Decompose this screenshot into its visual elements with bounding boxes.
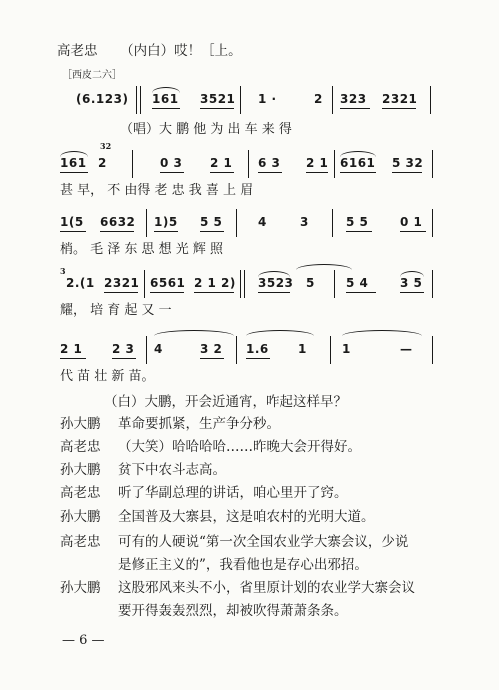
- dialogue-line: [60, 577, 415, 599]
- lyrics: 耀， 培 育 起 又 一: [60, 303, 172, 318]
- slur: [400, 271, 424, 277]
- note-group: 2 1 2): [194, 276, 236, 290]
- double-barline: [136, 86, 141, 114]
- barline: [432, 336, 433, 364]
- barline: [146, 336, 147, 364]
- note-group: 161: [60, 156, 87, 170]
- mode-label: ［西皮二六］: [62, 70, 122, 81]
- beam: [258, 292, 290, 293]
- intro-line: [57, 39, 242, 59]
- note-group: 6 3: [258, 156, 281, 170]
- beam: [306, 172, 328, 173]
- dialogue-line: [60, 413, 280, 435]
- note-group: 2 1: [210, 156, 233, 170]
- note-group: 0 1: [400, 215, 423, 229]
- lyrics: 代 苗 壮 新 苗。: [60, 369, 155, 384]
- beam: [152, 108, 180, 109]
- beam: [346, 231, 372, 232]
- lyrics: 梢。 毛 泽 东 思 想 光 辉 照: [60, 242, 224, 257]
- dialogue-line: [118, 600, 348, 622]
- dialogue-text: 听了华副总理的讲话，咱心里开了窍。: [118, 485, 348, 501]
- barline: [146, 209, 147, 237]
- beam: [258, 172, 282, 173]
- slur: [154, 330, 234, 336]
- page-number: — 6 —: [62, 633, 105, 648]
- note-group: 6161: [340, 156, 376, 170]
- beam: [246, 358, 270, 359]
- barline: [144, 270, 145, 298]
- speaker-name: 孙大鹏: [60, 462, 101, 478]
- note-group: (6.123): [76, 92, 129, 106]
- note-group: 5 5: [346, 215, 369, 229]
- note-group: 0 3: [160, 156, 183, 170]
- beam: [60, 231, 86, 232]
- beam: [100, 231, 134, 232]
- note-group: 323: [340, 92, 367, 106]
- barline: [132, 150, 133, 178]
- beam: [104, 292, 138, 293]
- barline: [332, 209, 333, 237]
- barline: [334, 270, 335, 298]
- dialogue-line: [60, 459, 226, 481]
- slur: [340, 151, 376, 157]
- barline: [432, 150, 433, 178]
- beam: [400, 292, 424, 293]
- speaker-name: 高老忠: [60, 534, 101, 550]
- note-group: 2.(1: [66, 276, 95, 290]
- lyrics: （唱）大 鹏 他 为 出 车 来 得: [120, 122, 292, 137]
- note-group: 6632: [100, 215, 136, 229]
- intro-speaker: 高老忠: [57, 43, 98, 59]
- beam: [150, 292, 184, 293]
- speaker-name: 高老忠: [60, 485, 101, 501]
- intro-action: （内白）哎！［上。: [120, 43, 242, 59]
- dialogue-line: [60, 506, 375, 528]
- speaker-name: 孙大鹏: [60, 509, 101, 525]
- note-group: 3521: [200, 92, 236, 106]
- dialogue-line: [104, 391, 347, 413]
- beam: [160, 172, 184, 173]
- beam: [154, 231, 178, 232]
- note-group: —: [400, 342, 413, 356]
- dialogue-text: 革命要抓紧，生产争分秒。: [118, 416, 280, 432]
- note-group: 2321: [104, 276, 140, 290]
- note-group: 4: [258, 215, 267, 229]
- beam: [346, 292, 376, 293]
- note-group: 1.6: [246, 342, 269, 356]
- beam: [194, 292, 234, 293]
- barline: [236, 209, 237, 237]
- note-group: 3 2: [200, 342, 223, 356]
- barline: [332, 86, 333, 114]
- beam: [60, 172, 88, 173]
- barline: [432, 270, 433, 298]
- beam: [400, 231, 426, 232]
- dialogue-text: （大笑）哈哈哈哈……昨晚大会开得好。: [118, 439, 361, 455]
- note-group: 5 5: [200, 215, 223, 229]
- dialogue-text: 可有的人硬说“第一次全国农业学大寨会议，少说: [118, 534, 409, 550]
- slur: [258, 271, 290, 277]
- note-group: 1 ·: [258, 92, 277, 106]
- slur: [152, 87, 180, 93]
- beam: [340, 108, 370, 109]
- note-group: 2: [314, 92, 323, 106]
- speaker-name: 孙大鹏: [60, 416, 101, 432]
- dialogue-line: [118, 554, 368, 576]
- note-group: 2 1: [306, 156, 329, 170]
- note-group: 2 1: [60, 342, 83, 356]
- dialogue-text: （白）大鹏，开会近通宵，咋起这样早？: [104, 394, 347, 410]
- note-group: 6561: [150, 276, 186, 290]
- barline: [236, 336, 237, 364]
- grace-note: 32: [100, 141, 112, 151]
- slur: [60, 151, 88, 157]
- note-group: 5: [306, 276, 315, 290]
- dialogue-text: 贫下中农斗志高。: [118, 462, 226, 478]
- beam: [200, 358, 224, 359]
- note-group: 4: [154, 342, 163, 356]
- note-group: 2: [98, 156, 107, 170]
- dialogue-line: [60, 436, 361, 458]
- beam: [392, 172, 422, 173]
- barline: [334, 150, 335, 178]
- dialogue-text: 要开得轰轰烈烈，却被吹得萧萧条条。: [118, 603, 348, 619]
- barline: [248, 150, 249, 178]
- barline: [430, 86, 431, 114]
- note-group: 3523: [258, 276, 294, 290]
- lyrics: 甚 早， 不 由得 老 忠 我 喜 上 眉: [60, 183, 254, 198]
- note-group: 3: [300, 215, 309, 229]
- beam: [382, 108, 416, 109]
- beam: [210, 172, 234, 173]
- slur: [296, 264, 352, 270]
- note-group: 2321: [382, 92, 418, 106]
- barline: [432, 209, 433, 237]
- beam: [200, 231, 224, 232]
- note-group: 1: [298, 342, 307, 356]
- note-group: 1(5: [60, 215, 84, 229]
- dialogue-text: 是修正主义的”，我看他也是存心出邪招。: [118, 557, 368, 573]
- dialogue-text: 全国普及大寨县，这是咱农村的光明大道。: [118, 509, 375, 525]
- barline: [240, 86, 241, 114]
- slur: [246, 330, 314, 336]
- barline: [330, 336, 331, 364]
- beam: [200, 108, 234, 109]
- speaker-name: 高老忠: [60, 439, 101, 455]
- note-group: 5 4: [346, 276, 369, 290]
- speaker-name: 孙大鹏: [60, 580, 101, 596]
- dialogue-text: 这股邪风来头不小，省里原计划的农业学大寨会议: [118, 580, 415, 596]
- note-group: 161: [152, 92, 179, 106]
- dialogue-line: [60, 482, 348, 504]
- dialogue-line: [60, 531, 408, 553]
- grace-note: 3: [60, 266, 66, 276]
- slur: [342, 330, 422, 336]
- note-group: 5 32: [392, 156, 424, 170]
- beam: [112, 358, 136, 359]
- note-group: 3 5: [400, 276, 423, 290]
- note-group: 1)5: [154, 215, 178, 229]
- note-group: 2 3: [112, 342, 135, 356]
- beam: [340, 172, 376, 173]
- beam: [60, 358, 86, 359]
- double-barline: [240, 270, 245, 298]
- note-group: 1: [342, 342, 351, 356]
